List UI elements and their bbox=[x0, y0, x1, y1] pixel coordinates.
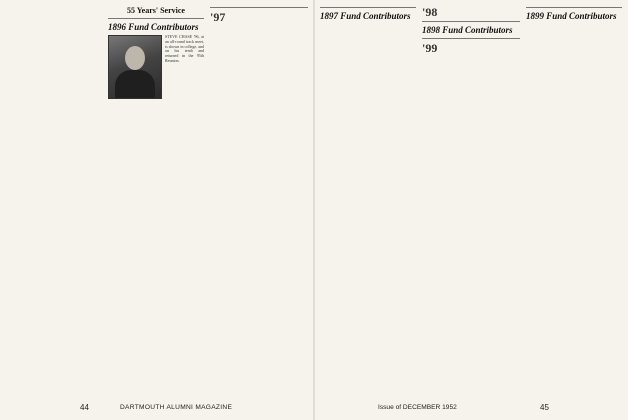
divider bbox=[320, 7, 416, 8]
divider bbox=[526, 7, 622, 8]
issue-date: Issue of DECEMBER 1952 bbox=[378, 404, 457, 411]
divider bbox=[210, 7, 308, 8]
column-1 bbox=[6, 4, 102, 400]
portrait-body bbox=[115, 70, 155, 99]
photo-caption: STEVE CHASE '96, at an all-round track meet, is shown in college, and on his tenth and returned in the 95th Reunion. bbox=[165, 34, 204, 63]
divider bbox=[422, 38, 520, 39]
photo-block bbox=[108, 35, 204, 99]
column-5 bbox=[422, 4, 520, 400]
divider bbox=[108, 18, 204, 19]
column-6 bbox=[526, 4, 622, 400]
class-header-99 bbox=[422, 42, 520, 54]
left-page-number: 44 bbox=[80, 403, 89, 412]
magazine-name: DARTMOUTH ALUMNI MAGAZINE bbox=[120, 404, 233, 411]
column-2 bbox=[108, 4, 204, 400]
divider bbox=[422, 21, 520, 22]
fund-heading-1899: 1899 Fund Contributors bbox=[526, 11, 617, 21]
portrait-photo bbox=[108, 35, 162, 99]
class-year: '97 bbox=[210, 10, 226, 24]
column-3 bbox=[210, 4, 308, 400]
class-year: '99 bbox=[422, 41, 438, 55]
page-gutter bbox=[313, 0, 315, 420]
section-heading-55-years: 55 Years' Service bbox=[127, 6, 185, 15]
class-year: '98 bbox=[422, 5, 438, 19]
portrait-face bbox=[125, 46, 145, 70]
fund-heading-1896: 1896 Fund Contributors bbox=[108, 22, 199, 32]
class-header-98 bbox=[422, 6, 520, 18]
class-header-97 bbox=[210, 11, 308, 23]
column-4 bbox=[320, 4, 416, 400]
fund-heading-1898: 1898 Fund Contributors bbox=[422, 25, 513, 35]
fund-heading-1897: 1897 Fund Contributors bbox=[320, 11, 411, 21]
right-page-number: 45 bbox=[540, 403, 549, 412]
